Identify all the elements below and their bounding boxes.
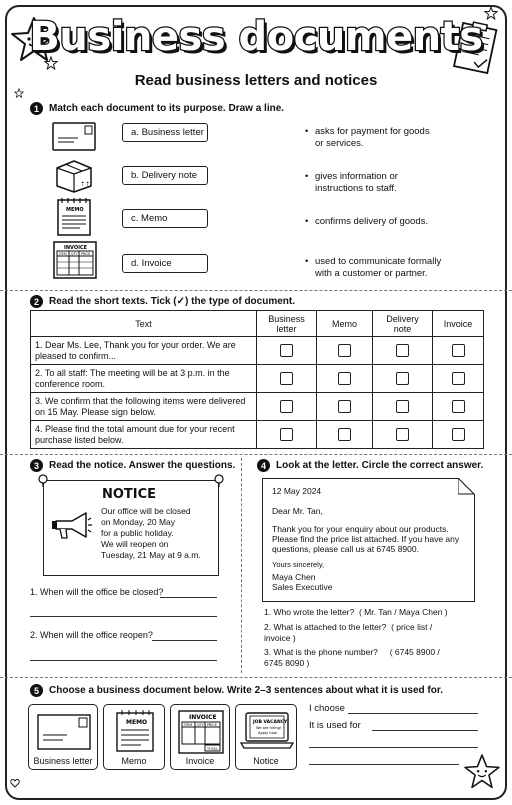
table-row: [31, 421, 484, 449]
table-row: [31, 337, 484, 365]
q1-instruction: Match each document to its purpose. Draw a line.: [49, 103, 285, 114]
page-subtitle: Read business letters and notices: [134, 72, 378, 89]
letter-body: Thank you for your enquiry about our products. Please find the price list attached. If you have any questions, please call us at 6745 8900.: [272, 524, 460, 554]
doc-option-delivery-note[interactable]: [122, 166, 208, 185]
tick-checkbox[interactable]: [280, 400, 293, 413]
memo-pad-icon: [115, 709, 155, 753]
letter-edge: [262, 478, 458, 479]
card-label: Invoice: [185, 756, 215, 766]
tick-checkbox[interactable]: [338, 400, 351, 413]
answer-line[interactable]: [152, 640, 217, 641]
prompt-used: It is used for: [309, 720, 361, 731]
tick-checkbox[interactable]: [280, 344, 293, 357]
letter-edge: [474, 494, 475, 602]
section-divider: [0, 454, 512, 455]
folded-corner-icon: [458, 478, 475, 495]
answer-options[interactable]: ( 6745 8900 / 6745 8090 ): [264, 647, 440, 668]
memo-icon-text: MEMO: [66, 207, 84, 213]
doc-option-memo[interactable]: [122, 209, 208, 228]
row-text: 1. Dear Ms. Lee, Thank you for your order. We are pleased to confirm...: [31, 337, 257, 365]
notice-title: NOTICE: [102, 487, 157, 502]
tick-checkbox[interactable]: [452, 344, 465, 357]
letter-role: Sales Executive: [272, 582, 333, 592]
pushpin-icon: [36, 474, 50, 488]
tick-checkbox[interactable]: [396, 428, 409, 441]
question-text: 1. Who wrote the letter?: [264, 607, 355, 617]
invoice-sheet-icon: [177, 709, 225, 755]
invoice-card-col: PRICE: [207, 723, 217, 727]
row-text: 2. To all staff: The meeting will be at 3 p.m. in the conference room.: [31, 365, 257, 393]
card-label: Notice: [253, 756, 279, 766]
heart-icon: [10, 778, 20, 788]
col-header: Invoice: [433, 311, 484, 337]
option-name: Invoice: [141, 258, 172, 269]
q5-instruction: Choose a business document below. Write 2–3 sentences about what it is used for.: [49, 685, 443, 696]
option-letter: c.: [131, 213, 139, 224]
tick-checkbox[interactable]: [452, 400, 465, 413]
q4-instruction: Look at the letter. Circle the correct answer.: [276, 460, 484, 471]
page-title: Business documents: [29, 14, 483, 60]
document-type-table: [30, 310, 484, 449]
tick-checkbox[interactable]: [338, 428, 351, 441]
job-vacancy-title: JOB VACANCY: [253, 720, 288, 725]
letter-salutation: Dear Mr. Tan,: [272, 506, 323, 516]
invoice-icon-col: ITEM: [59, 252, 67, 256]
option-letter: a.: [131, 127, 139, 138]
card-memo[interactable]: [103, 704, 165, 770]
answer-options[interactable]: ( price list / invoice ): [264, 622, 433, 643]
q5-heading: [30, 684, 443, 697]
option-letter: b.: [131, 170, 139, 181]
table-row: [31, 365, 484, 393]
purpose-item[interactable]: • gives information or instructions to staff.: [305, 171, 495, 195]
option-letter: d.: [131, 258, 139, 269]
purpose-item[interactable]: • used to communicate formally with a customer or partner.: [305, 256, 495, 280]
q4-number: 4: [257, 459, 270, 472]
card-invoice[interactable]: [170, 704, 230, 770]
memo-card-title: MEMO: [126, 719, 148, 726]
envelope-icon: [37, 713, 91, 751]
card-business-letter[interactable]: [28, 704, 98, 770]
q3-question: 2. When will the office reopen?: [30, 630, 153, 640]
question-text: 3. What is the phone number?: [264, 647, 378, 657]
answer-line[interactable]: [309, 764, 459, 765]
memo-pad-icon: [56, 197, 92, 237]
card-label: Business letter: [33, 756, 93, 766]
pushpin-icon: [212, 474, 226, 488]
q3-question: 1. When will the office be closed?: [30, 587, 164, 597]
q3-heading: [30, 459, 235, 472]
q3-instruction: Read the notice. Answer the questions.: [49, 460, 236, 471]
invoice-card-col: QTY: [197, 723, 204, 727]
row-text: 3. We confirm that the following items were delivered on 15 May. Please sign below.: [31, 393, 257, 421]
section-divider: [0, 677, 512, 678]
tick-checkbox[interactable]: [338, 344, 351, 357]
q2-instruction: Read the short texts. Tick (✓) the type of document.: [49, 296, 296, 307]
tick-checkbox[interactable]: [396, 400, 409, 413]
column-divider: [241, 458, 242, 673]
tick-checkbox[interactable]: [280, 428, 293, 441]
letter-date: 12 May 2024: [272, 486, 322, 496]
megaphone-icon: [50, 511, 92, 541]
answer-line[interactable]: [30, 660, 217, 661]
answer-line[interactable]: [160, 597, 217, 598]
col-header: Memo: [317, 311, 373, 337]
invoice-icon-col: PRICE: [81, 252, 91, 256]
invoice-icon-title: INVOICE: [64, 245, 88, 251]
prompt-choose: I choose: [309, 703, 345, 714]
q4-question: [264, 647, 484, 668]
q2-heading: [30, 295, 295, 308]
q1-heading: [30, 102, 284, 115]
answer-options[interactable]: ( Mr. Tan / Maya Chen ): [358, 607, 448, 617]
doc-option-invoice[interactable]: [122, 254, 208, 273]
notice-board: [43, 480, 219, 576]
option-name: Delivery note: [141, 170, 198, 181]
letter-signer: Maya Chen: [272, 572, 316, 582]
option-name: Memo: [141, 213, 168, 224]
table-row: [31, 393, 484, 421]
purpose-item[interactable]: • asks for payment for goods or services.: [305, 126, 495, 150]
answer-line[interactable]: [30, 616, 217, 617]
job-vacancy-line: Apply now.: [258, 731, 278, 735]
svg-text:⇡⇡: ⇡⇡: [80, 181, 91, 188]
q1-number: 1: [30, 102, 43, 115]
notice-text: Our office will be closed on Monday, 20 May for a public holiday. We will reopen on Tuesday, 21 May at 9 a.m.: [101, 506, 201, 560]
answer-line[interactable]: [372, 730, 478, 731]
tick-checkbox[interactable]: [452, 372, 465, 385]
q3-number: 3: [30, 459, 43, 472]
invoice-icon-col: QTY: [71, 252, 78, 256]
col-header: Text: [31, 311, 257, 337]
table-header-row: [31, 311, 484, 337]
answer-line[interactable]: [309, 747, 478, 748]
tick-checkbox[interactable]: [396, 344, 409, 357]
col-header: Delivery note: [373, 311, 433, 337]
tick-checkbox[interactable]: [396, 372, 409, 385]
laptop-icon: [240, 711, 294, 751]
job-vacancy-line: We are hiring!: [256, 726, 282, 730]
purpose-item[interactable]: • confirms delivery of goods.: [305, 216, 495, 228]
envelope-icon: [52, 120, 96, 152]
invoice-card-title: INVOICE: [189, 714, 217, 721]
q5-number: 5: [30, 684, 43, 697]
card-notice[interactable]: [235, 704, 297, 770]
question-text: 2. What is attached to the letter?: [264, 622, 387, 632]
q4-question: [264, 622, 484, 643]
q2-number: 2: [30, 295, 43, 308]
small-star-icon: [14, 88, 24, 98]
tick-checkbox[interactable]: [338, 372, 351, 385]
letter-closing: Yours sincerely,: [272, 560, 325, 569]
invoice-card-col: ITEM: [184, 723, 193, 727]
option-name: Business letter: [141, 127, 204, 138]
smiling-star-icon: [462, 752, 502, 792]
invoice-card-total: TOTAL: [207, 747, 218, 751]
col-header: Business letter: [257, 311, 317, 337]
q4-question: [264, 607, 484, 618]
tick-checkbox[interactable]: [280, 372, 293, 385]
row-text: 4. Please find the total amount due for your recent purchase listed below.: [31, 421, 257, 449]
section-divider: [0, 290, 512, 291]
answer-line[interactable]: [348, 713, 478, 714]
parcel-box-icon: [52, 158, 96, 194]
doc-option-business-letter[interactable]: [122, 123, 208, 142]
card-label: Memo: [121, 756, 147, 766]
q4-heading: [257, 459, 483, 472]
tick-checkbox[interactable]: [452, 428, 465, 441]
invoice-sheet-icon: [52, 240, 98, 280]
